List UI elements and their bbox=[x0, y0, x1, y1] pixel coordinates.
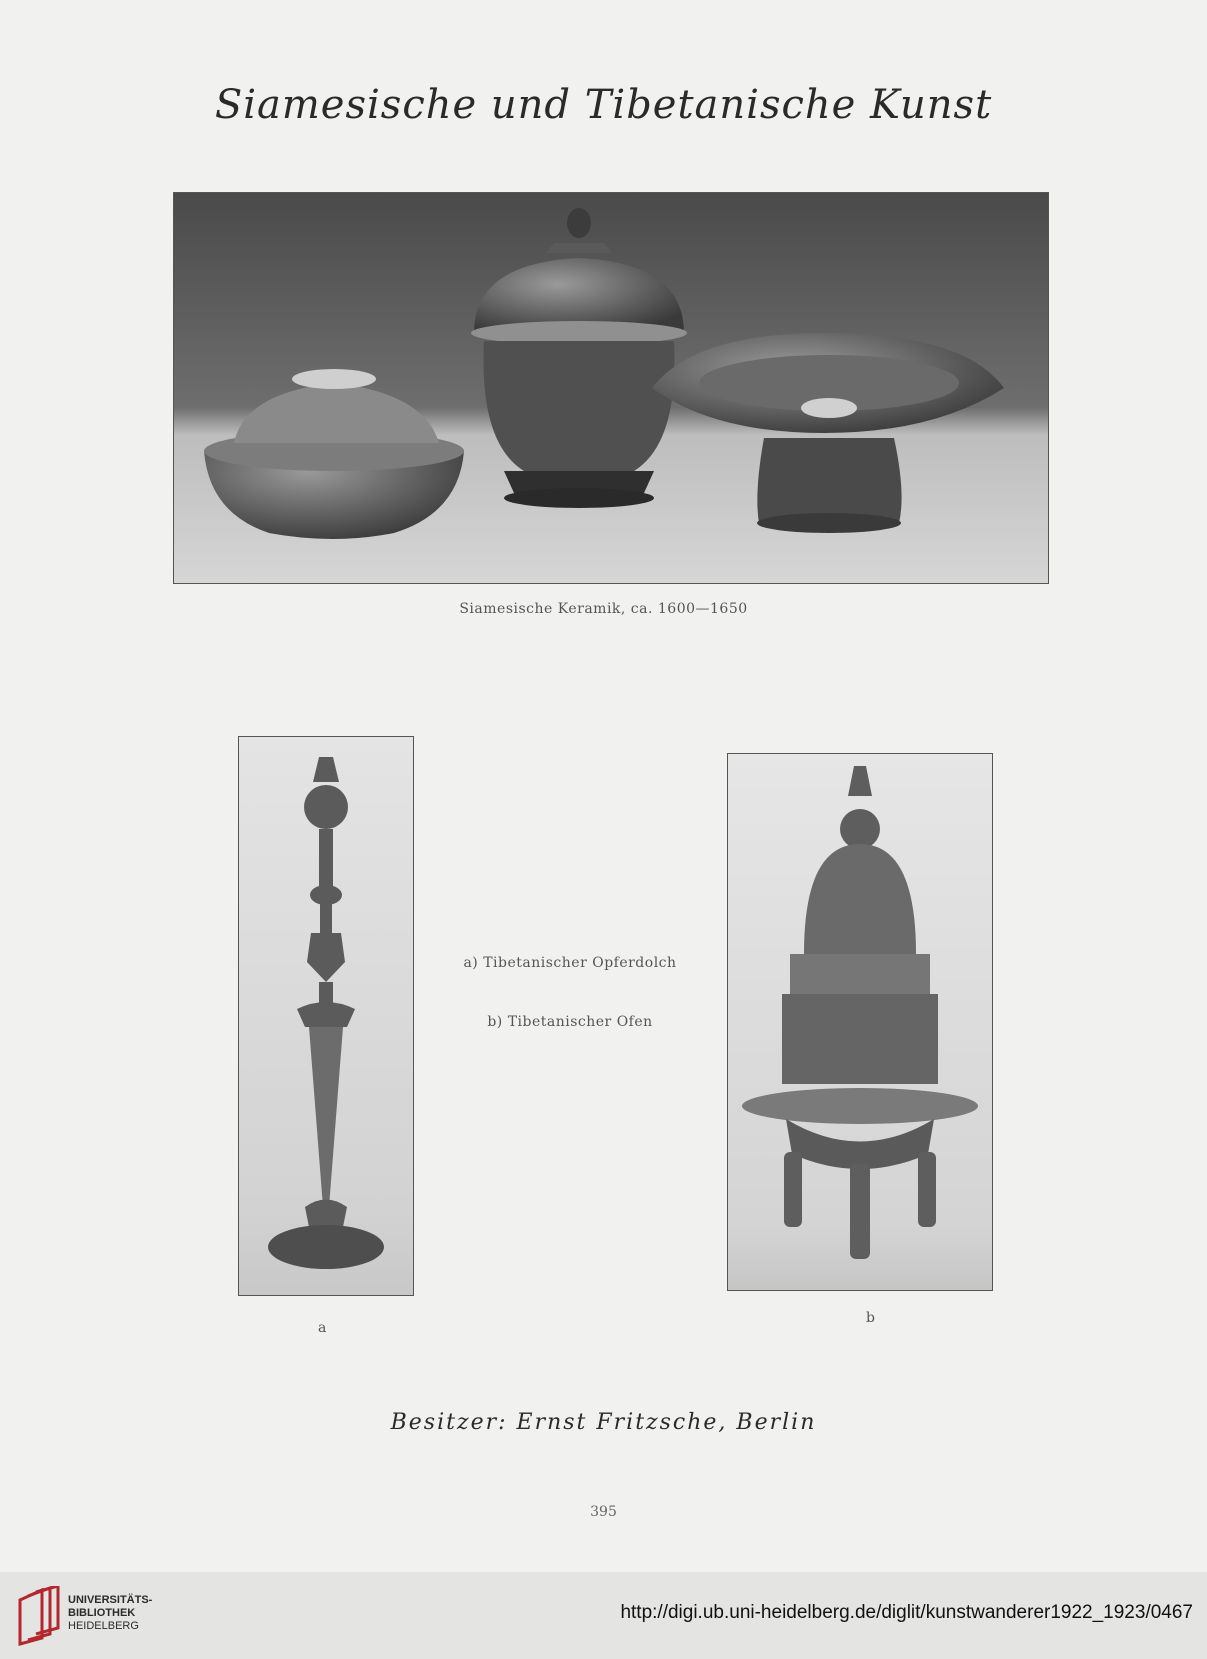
library-name-line1: UNIVERSITÄTS- bbox=[68, 1594, 153, 1606]
ceramics-photo bbox=[173, 192, 1049, 584]
ceramics-illustration bbox=[174, 193, 1048, 583]
plate-letter-a: a bbox=[318, 1320, 327, 1336]
ritual-dagger-illustration bbox=[239, 737, 413, 1295]
source-url-link[interactable]: http://digi.ub.uni-heidelberg.de/diglit/kunstwanderer1922_1923/0467 bbox=[620, 1602, 1193, 1623]
caption-dagger: a) Tibetanischer Opferdolch bbox=[463, 955, 677, 971]
stove-photo bbox=[727, 753, 993, 1291]
library-footer bbox=[0, 1572, 1207, 1659]
library-name-line3: HEIDELBERG bbox=[68, 1620, 139, 1632]
dagger-photo bbox=[238, 736, 414, 1296]
plate-letter-b: b bbox=[866, 1310, 875, 1326]
caption-ceramics: Siamesische Keramik, ca. 1600—1650 bbox=[459, 601, 748, 617]
library-name-line2: BIBLIOTHEK bbox=[68, 1607, 136, 1619]
page-number: 395 bbox=[590, 1504, 617, 1520]
library-name bbox=[68, 1594, 152, 1633]
owner-line: Besitzer: Ernst Fritzsche, Berlin bbox=[390, 1410, 817, 1435]
library-logo-icon bbox=[14, 1586, 60, 1646]
caption-stove: b) Tibetanischer Ofen bbox=[487, 1014, 653, 1030]
page-title: Siamesische und Tibetanische Kunst bbox=[214, 82, 993, 128]
tibetan-stove-illustration bbox=[728, 754, 992, 1290]
